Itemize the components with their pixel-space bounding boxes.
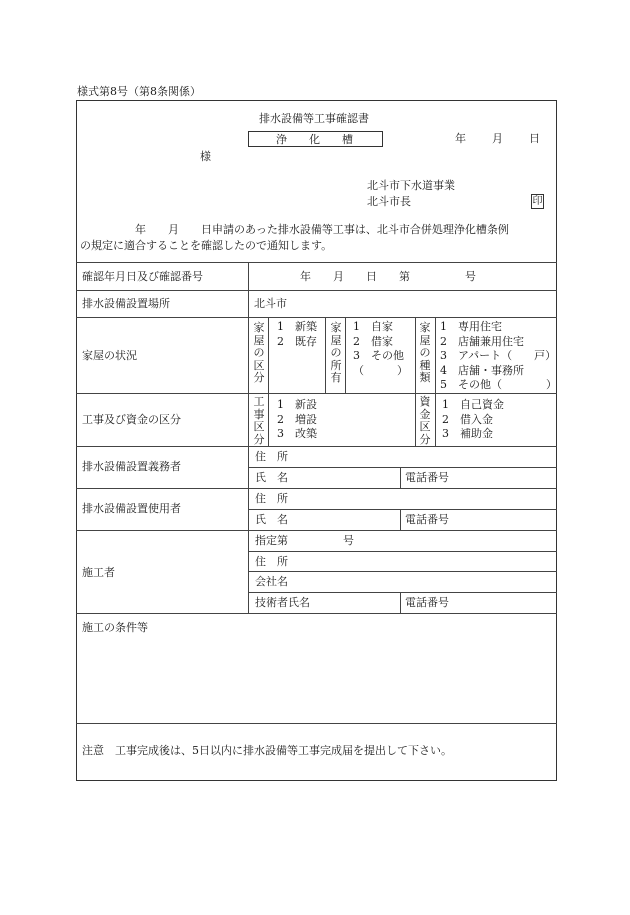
list-item: 1 専用住宅 <box>440 320 502 333</box>
column-divider <box>415 317 416 393</box>
column-divider <box>400 592 401 613</box>
document-title: 排水設備等工事確認書 <box>259 112 369 125</box>
work-kubun-header: 工事区分 <box>253 395 265 446</box>
list-item: 2 借家 <box>353 334 393 348</box>
contractor-label: 施工者 <box>82 566 115 579</box>
label-column-divider <box>248 262 249 613</box>
location-label: 排水設備設置場所 <box>82 297 170 310</box>
list-item: 1 新設 <box>277 398 317 411</box>
contractor-engineer-label: 技術者氏名 <box>255 596 310 609</box>
funding-kubun-list <box>442 398 504 442</box>
confirm-value: 年 月 日 第 号 <box>300 270 476 283</box>
body-text-line2: の規定に適合することを確認したので通知します。 <box>80 239 333 252</box>
subrow-divider <box>248 592 557 593</box>
house-shurui-list <box>440 320 557 393</box>
subrow-divider <box>248 467 557 468</box>
list-item: 3 アパート（ 戸） <box>440 349 557 362</box>
obligor-name-label: 氏 名 <box>255 471 288 484</box>
form-reference: 様式第8号（第8条関係） <box>77 85 201 98</box>
obligor-phone-label: 電話番号 <box>405 471 449 484</box>
list-item: 2 店舗兼用住宅 <box>440 334 524 348</box>
house-shurui-header: 家屋の種類 <box>419 321 431 384</box>
house-status-label: 家屋の状況 <box>82 349 137 362</box>
date-year-label: 年 <box>455 132 466 145</box>
body-text-line1: 年 月 日申請のあった排水設備等工事は、北斗市合併処理浄化槽条例 <box>80 223 509 236</box>
column-divider <box>435 317 436 393</box>
row-divider <box>76 723 557 724</box>
conditions-label: 施工の条件等 <box>82 621 148 634</box>
location-value: 北斗市 <box>254 297 287 310</box>
list-item: 3 改築 <box>277 427 317 440</box>
list-item: 2 増設 <box>277 412 317 426</box>
subrow-divider <box>248 509 557 510</box>
column-divider <box>435 393 436 446</box>
contractor-designation: 指定第 号 <box>255 534 354 547</box>
row-divider <box>76 446 557 447</box>
issuer-office: 北斗市下水道事業 <box>367 179 455 192</box>
issuer-name: 北斗市長 <box>367 195 411 208</box>
work-kubun-list <box>277 398 317 442</box>
house-shoyu-list <box>353 320 408 378</box>
date-day-label: 日 <box>529 132 540 145</box>
contractor-phone-label: 電話番号 <box>405 596 449 609</box>
seal-mark: 印 <box>532 196 543 207</box>
list-item: 1 自家 <box>353 320 393 333</box>
user-address-label: 住 所 <box>255 492 288 505</box>
subrow-divider <box>248 571 557 572</box>
table-top-line <box>76 262 557 263</box>
list-item: 3 その他 <box>353 349 404 362</box>
user-phone-label: 電話番号 <box>405 513 449 526</box>
list-item: （ ） <box>353 363 408 377</box>
column-divider <box>325 317 326 393</box>
list-item: 5 その他（ ） <box>440 378 557 391</box>
contractor-address-label: 住 所 <box>255 555 288 568</box>
obligor-address-label: 住 所 <box>255 450 288 463</box>
user-name-label: 氏 名 <box>255 513 288 526</box>
row-divider <box>76 393 557 394</box>
row-divider <box>76 488 557 489</box>
column-divider <box>345 317 346 393</box>
list-item: 2 借入金 <box>442 412 493 426</box>
category-label: 浄 化 槽 <box>276 133 353 146</box>
addressee-suffix: 様 <box>200 150 211 163</box>
row-divider <box>76 290 557 291</box>
column-divider <box>268 393 269 446</box>
column-divider <box>415 393 416 446</box>
user-label: 排水設備設置使用者 <box>82 502 181 515</box>
completion-note: 注意 工事完成後は、5日以内に排水設備等工事完成届を提出して下さい。 <box>82 744 452 757</box>
contractor-company-label: 会社名 <box>255 575 288 588</box>
house-kubun-list <box>277 320 317 349</box>
row-divider <box>76 530 557 531</box>
house-kubun-header: 家屋の区分 <box>253 321 265 384</box>
house-shoyu-header: 家屋の所有 <box>330 321 342 384</box>
list-item: 2 既存 <box>277 334 317 348</box>
work-funding-label: 工事及び資金の区分 <box>82 413 181 426</box>
list-item: 4 店舗・事務所 <box>440 363 524 377</box>
column-divider <box>400 509 401 530</box>
obligor-label: 排水設備設置義務者 <box>82 460 181 473</box>
date-month-label: 月 <box>492 132 503 145</box>
list-item: 1 自己資金 <box>442 398 504 411</box>
row-divider <box>76 317 557 318</box>
subrow-divider <box>248 551 557 552</box>
column-divider <box>400 467 401 488</box>
confirm-label: 確認年月日及び確認番号 <box>82 270 203 283</box>
row-divider <box>76 613 557 614</box>
list-item: 1 新築 <box>277 320 317 333</box>
funding-kubun-header: 資金区分 <box>419 395 431 446</box>
list-item: 3 補助金 <box>442 427 493 440</box>
column-divider <box>268 317 269 393</box>
